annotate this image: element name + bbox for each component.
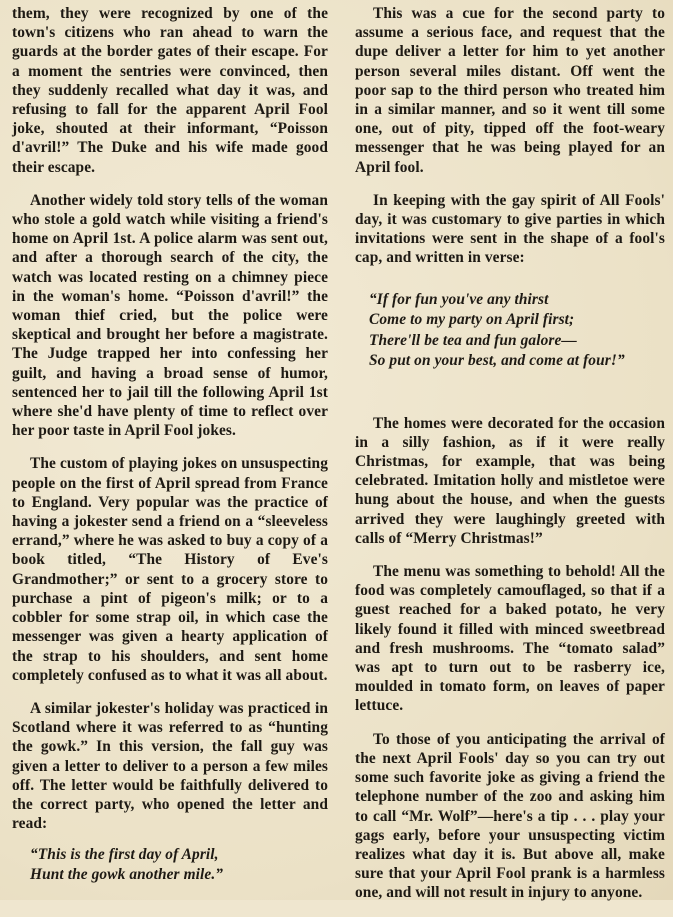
paragraph-gold-watch: Another widely told story tells of the woman who stole a gold watch while visiting a friend's home on April 1st. A police alarm was sent out, and after a thorough search of the city, the watch was located resting on a chimney piece in the woman's home. “Poisson d'avril!” the woman thief cried, but the police were skeptical and brought her before a magistrate. The Judge trapped her into confessing her guilt, and having a broad sense of humor, sentenced her to jail till the following April 1st where she'd have plenty of time to reflect over her poor taste in April Fool jokes.	[12, 191, 328, 440]
left-column	[12, 4, 328, 898]
verse-line: So put on your best, and come at four!”	[369, 352, 625, 370]
verse-line: Hunt the gowk another mile.”	[30, 865, 224, 883]
paragraph-menu: The menu was something to behold! All the food was completely camouflaged, so that if a guest reached for a baked potato, he very likely found it filled with minced sweetbread and fresh mushrooms. The “tomato salad” was apt to turn out to be rasberry ice, moulded in tomato form, on leaves of paper lettuce.	[355, 563, 665, 715]
paragraph-second-party: This was a cue for the second party to assume a serious face, and request that the dupe deliver a letter for him to yet another person several miles distant. Off went the poor sap to the third person who treated him in a similar manner, and so it went till some one, out of pity, tipped off the foot-weary messenger that he was being played for an April fool.	[355, 5, 665, 176]
invitation-verse	[369, 290, 665, 372]
gowk-verse	[30, 845, 328, 884]
right-column	[355, 4, 665, 917]
paragraph-closing-tip: To those of you anticipating the arrival of the next April Fools' day so you can try out some such favorite joke as giving a friend the telephone number of the zoo and asking him to call “Mr. Wolf”—here's a tip . . . play your gags early, before your unsuspecting victim realizes what day it is. But above all, make sure that your April Fool prank is a harmless one, and will not result in injury to anyone.	[355, 730, 665, 902]
paragraph-scotland-gowk: A similar jokester's holiday was practiced in Scotland where it was referred to as “hunting the gowk.” In this version, the fall guy was given a letter to deliver to a person a few miles off. The letter would be faithfully delivered to the correct party, who opened the letter and read:	[12, 699, 328, 833]
verse-line: Come to my party on April first;	[369, 311, 575, 329]
paragraph-england-custom: The custom of playing jokes on unsuspecting people on the first of April spread from France to England. Very popular was the practice of having a jokester send a friend on a “sleeveless errand,” where he was asked to buy a copy of a book titled, “The History of Eve's Grandmother;” or sent to a grocery store to purchase a pint of pigeon's milk; or to a cobbler for some strap oil, in which case the messenger was given a hearty application of the strap to his shoulders, and sent home completely confused as to what it was all about.	[12, 455, 328, 684]
verse-line: “This is the first day of April,	[30, 846, 219, 864]
verse-line: “If for fun you've any thirst	[369, 290, 549, 308]
paragraph-duke-escape: them, they were recognized by one of the town's citizens who ran ahead to warn the guards at the border gates of their escape. For a moment the sentries were convinced, then they suddenly recalled what day it was, and refusing to fall for the apparent April Fool joke, shouted at their informant, “Poisson d'avril!” The Duke and his wife made good their escape.	[12, 5, 328, 176]
paragraph-home-decorations: The homes were decorated for the occasion in a silly fashion, as if it were really Christmas, for example, that was being celebrated. Imitation holly and mistletoe were hung about the house, and when the guests arrived they were laughingly greeted with calls of “Merry Christmas!”	[355, 414, 665, 547]
paragraph-party-invitations: In keeping with the gay spirit of All Fools' day, it was customary to give parties in which invitations were sent in the shape of a fool's cap, and written in verse:	[355, 191, 665, 267]
verse-line: There'll be tea and fun galore—	[369, 331, 577, 349]
